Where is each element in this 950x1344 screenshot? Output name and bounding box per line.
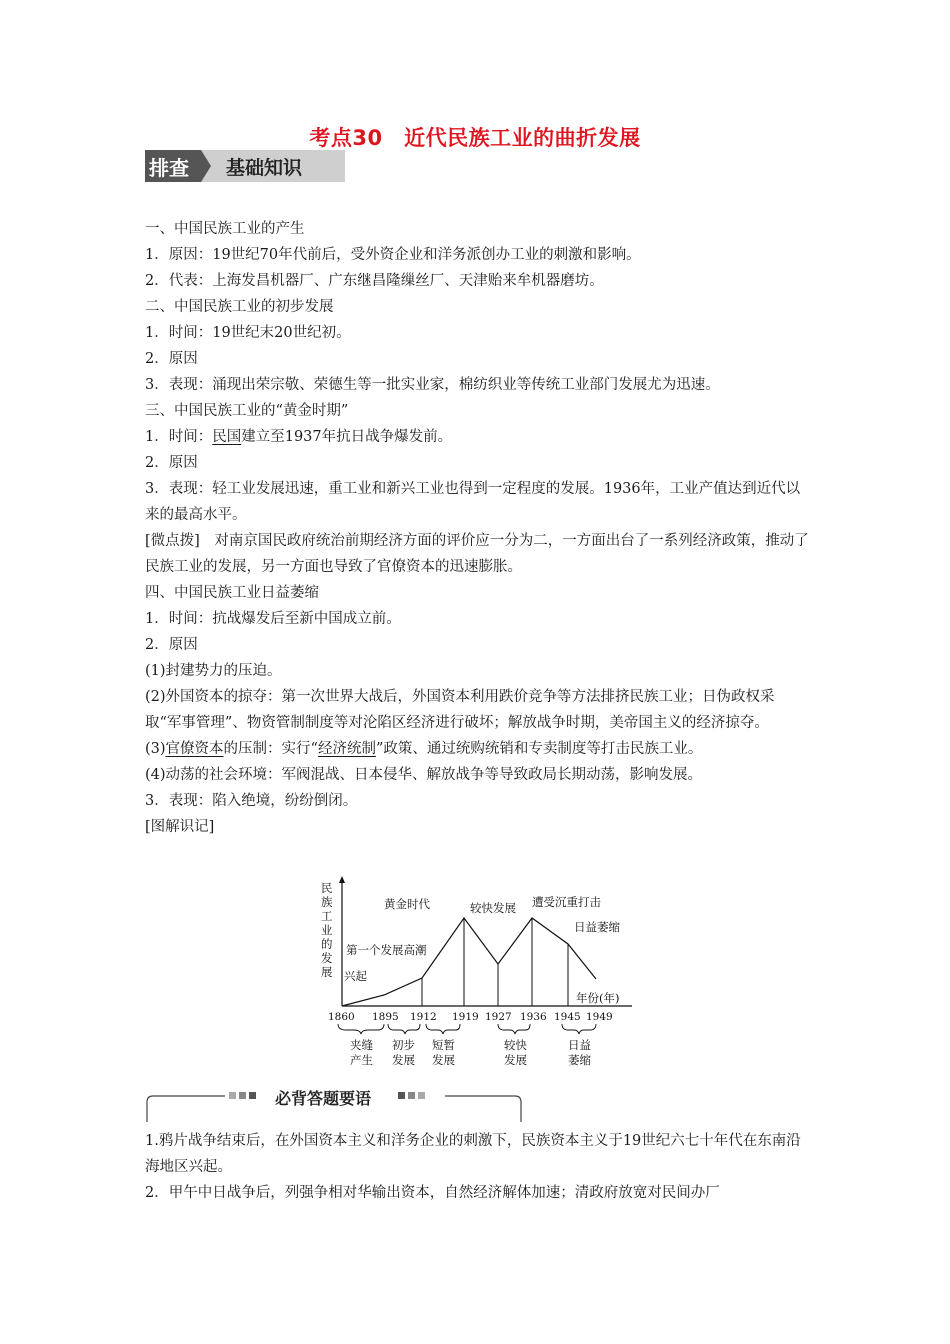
recite-box-header <box>145 1082 525 1122</box>
heading-1: 一、中国民族工业的产生 <box>145 221 305 237</box>
phase-3-line-1: 短暂 <box>432 1038 455 1052</box>
heading-2: 二、中国民族工业的初步发展 <box>145 299 334 315</box>
text-line: 1．时间：抗战爆发后至新中国成立前。 <box>145 611 401 627</box>
text-span: 的压制：实行“ <box>223 741 318 757</box>
text-line: (1)封建势力的压迫。 <box>145 663 282 679</box>
banner-tag: 排查 <box>149 156 189 180</box>
text-paragraph: (2)外国资本的掠夺：第一次世界大战后，外国资本利用跌价竞争等方法排挤民族工业；日伪政权采取“军事管理”、物资管制制度等对沦陷区经济进行破坏；解放战争时期，美帝国主义的经济掠夺。 <box>145 689 775 731</box>
year-1919: 1919 <box>452 1011 479 1023</box>
phase-1-line-2: 产生 <box>350 1053 373 1067</box>
text-span: ”政策、通过统购统销和专卖制度等打击民族工业。 <box>375 741 703 757</box>
phase-brackets <box>338 1024 596 1034</box>
year-1945: 1945 <box>554 1011 581 1023</box>
development-diagram <box>318 874 638 1069</box>
phase-2-line-1: 初步 <box>392 1038 415 1052</box>
tip-paragraph: [微点拨] 对南京国民政府统治前期经济方面的评价应一分为二，一方面出台了一系列经济政策，推动了民族工业的发展，另一方面也导致了官僚资本的迅速膨胀。 <box>145 533 809 575</box>
phase-4-line-2: 发展 <box>504 1053 527 1067</box>
year-1949: 1949 <box>586 1011 613 1023</box>
diagram-heading: [图解识记] <box>145 819 215 835</box>
recite-content <box>145 1128 810 1206</box>
phase-3-line-2: 发展 <box>432 1053 455 1067</box>
text-line: 3．表现：涌现出荣宗敬、荣德生等一批实业家，棉纺织业等传统工业部门发展尤为迅速。 <box>145 377 720 393</box>
text-line: 2．原因 <box>145 351 198 367</box>
label-shrinking: 日益萎缩 <box>574 920 620 934</box>
heading-3: 三、中国民族工业的“黄金时期” <box>145 403 349 419</box>
text-line <box>145 424 810 450</box>
recite-item: 1.鸦片战争结束后，在外国资本主义和洋务企业的刺激下，民族资本主义于19世纪六七十年代在东南沿海地区兴起。 <box>145 1133 801 1175</box>
y-axis-char: 族 <box>321 895 333 909</box>
phase-5-line-2: 萎缩 <box>568 1053 591 1067</box>
label-rise: 兴起 <box>344 969 367 983</box>
recite-item: 2．甲午中日战争后，列强争相对华输出资本，自然经济解体加速；清政府放宽对民间办厂 <box>145 1185 720 1201</box>
y-axis-char: 工 <box>321 909 333 923</box>
year-1860: 1860 <box>328 1011 355 1023</box>
label-fast-growth: 较快发展 <box>470 901 516 915</box>
y-axis-label <box>321 881 333 979</box>
year-1895: 1895 <box>372 1011 399 1023</box>
underlined-term: 官僚资本 <box>165 741 224 757</box>
text-line: 3．表现：陷入绝境，纷纷倒闭。 <box>145 793 358 809</box>
banner-label: 基础知识 <box>226 157 303 179</box>
text-line: 2．代表：上海发昌机器厂、广东继昌隆缫丝厂、天津贻来牟机器磨坊。 <box>145 273 604 289</box>
page-title: 考点30 近代民族工业的曲折发展 <box>309 126 641 150</box>
y-axis-char: 业 <box>321 923 333 937</box>
year-1912: 1912 <box>410 1011 437 1023</box>
y-axis-char: 发 <box>321 951 333 965</box>
recite-box-title: 必背答题要语 <box>275 1089 372 1108</box>
text-line: 1．时间：19世纪末20世纪初。 <box>145 325 351 341</box>
y-axis-char: 展 <box>321 965 333 979</box>
development-curve <box>342 918 596 1006</box>
phase-4-line-1: 较快 <box>504 1038 527 1052</box>
heading-4: 四、中国民族工业日益萎缩 <box>145 585 319 601</box>
year-1927: 1927 <box>485 1011 512 1023</box>
text-line: 1．原因：19世纪70年代前后，受外资企业和洋务派创办工业的刺激和影响。 <box>145 247 641 263</box>
y-axis-char: 的 <box>321 937 333 951</box>
y-axis-char: 民 <box>321 881 333 895</box>
text-line: (4)动荡的社会环境：军阀混战、日本侵华、解放战争等导致政局长期动荡，影响发展。 <box>145 767 703 783</box>
text-span: 建立至1937年抗日战争爆发前。 <box>241 429 453 445</box>
year-1936: 1936 <box>520 1011 547 1023</box>
phase-5-line-1: 日益 <box>568 1038 591 1052</box>
knowledge-content <box>145 216 810 840</box>
text-paragraph: 3．表现：轻工业发展迅速，重工业和新兴工业也得到一定程度的发展。1936年，工业产值达到近代以来的最高水平。 <box>145 481 801 523</box>
section-banner <box>145 150 345 182</box>
text-line <box>145 736 810 762</box>
text-span: 1．时间： <box>145 429 213 445</box>
phase-2-line-2: 发展 <box>392 1053 415 1067</box>
text-line: 2．原因 <box>145 455 198 471</box>
y-axis-arrow <box>339 876 345 883</box>
underlined-term: 民国 <box>212 429 242 445</box>
text-span: (3) <box>145 741 166 757</box>
text-line: 2．原因 <box>145 637 198 653</box>
phase-1-line-1: 夹缝 <box>350 1038 373 1052</box>
label-first-peak: 第一个发展高潮 <box>346 943 427 957</box>
label-golden-age: 黄金时代 <box>384 897 430 911</box>
label-heavy-blow: 遭受沉重打击 <box>532 895 601 909</box>
x-axis-unit: 年份(年) <box>576 991 620 1005</box>
underlined-term: 经济统制 <box>317 741 376 757</box>
